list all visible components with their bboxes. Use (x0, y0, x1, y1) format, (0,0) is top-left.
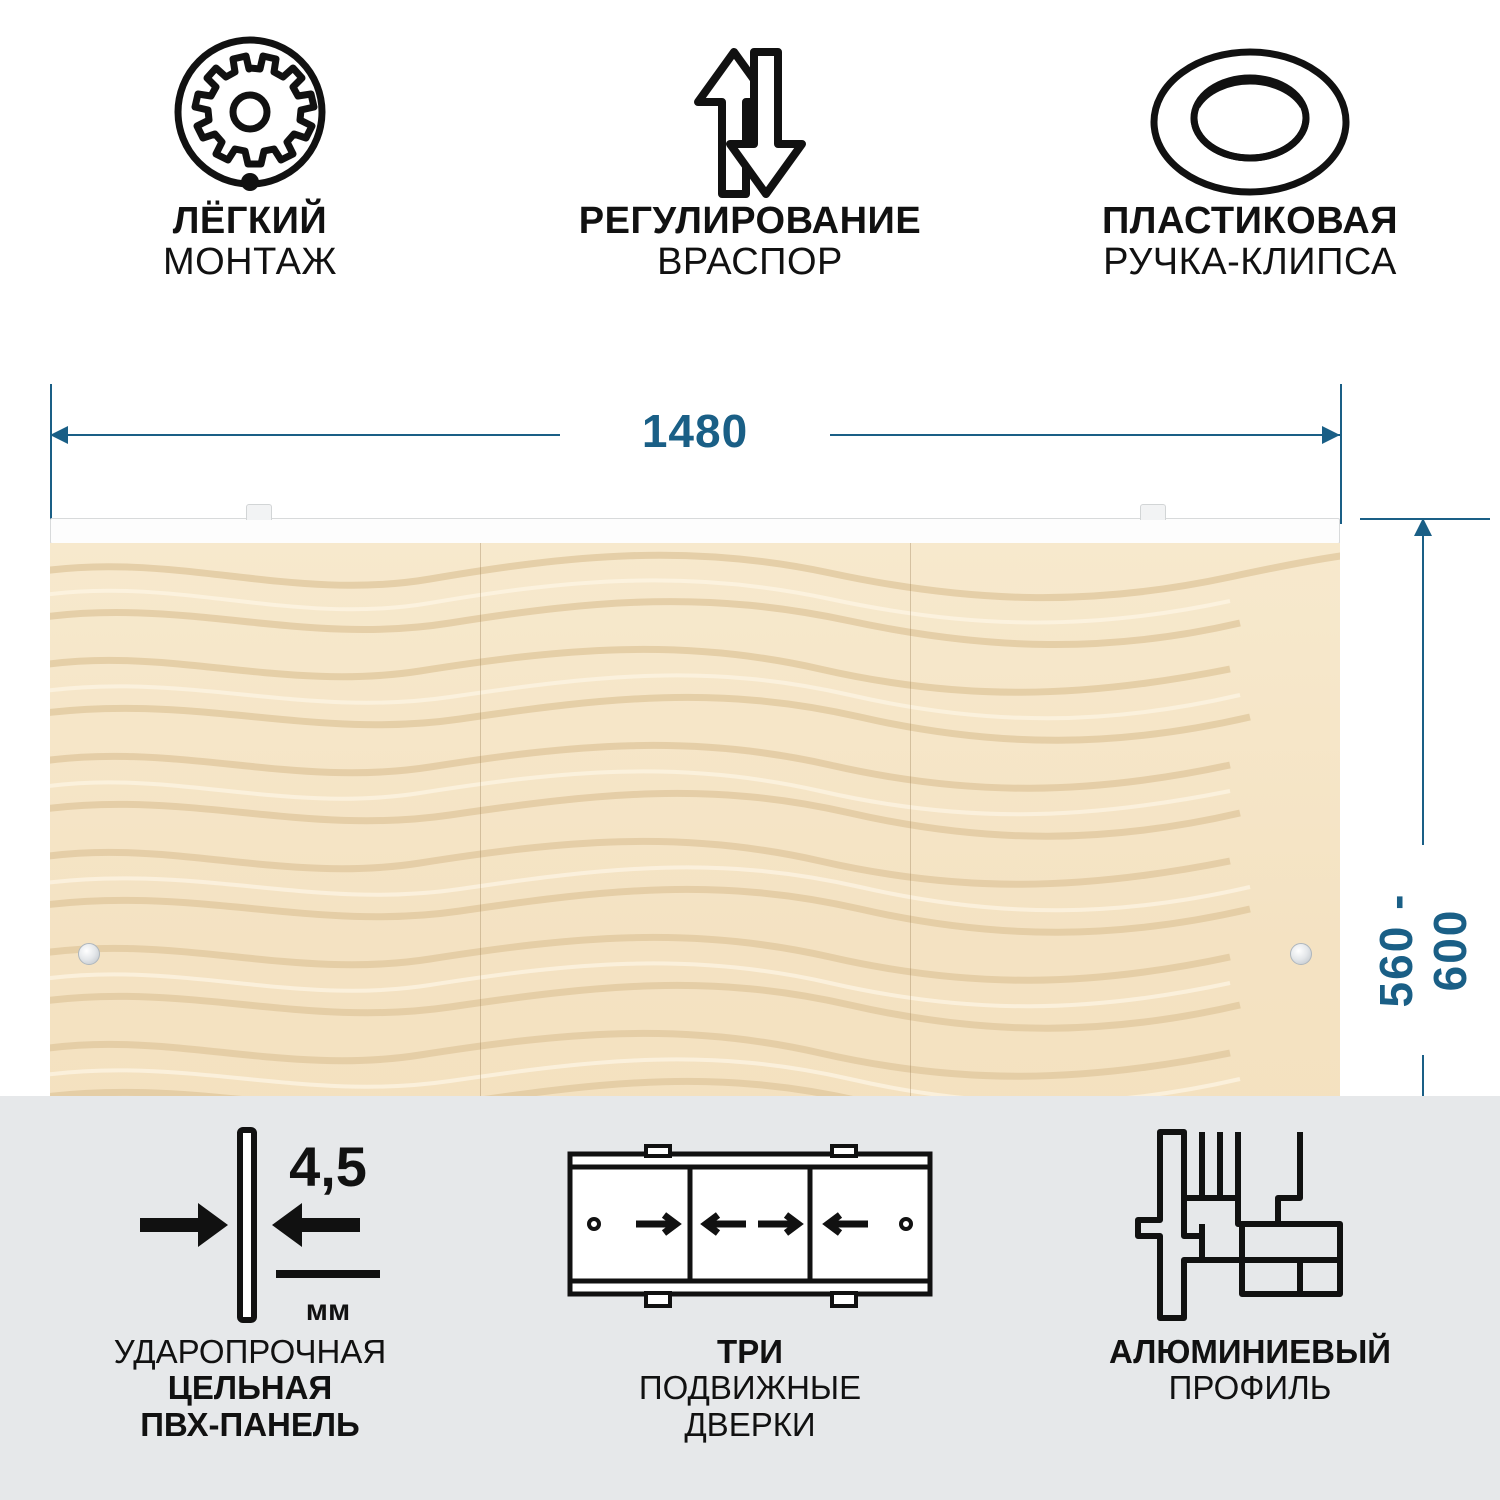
feature-line-2: МОНТАЖ (162, 241, 338, 284)
door-handle[interactable] (78, 943, 100, 965)
feature-line-1: ПЛАСТИКОВАЯ (1101, 200, 1399, 242)
caption-line-1: УДАРОПРОЧНАЯ (113, 1333, 387, 1370)
feature-line-1: ЛЁГКИЙ (172, 200, 328, 242)
feature-caption (1102, 201, 1398, 283)
feature-caption (114, 1334, 386, 1443)
feature-adjustment (500, 0, 1000, 356)
width-value: 1480 (560, 404, 830, 458)
feature-easy-mounting (0, 0, 500, 356)
caption-line-3: ПВХ-ПАНЕЛЬ (140, 1405, 360, 1443)
caption-line-2: ПРОФИЛЬ (1168, 1369, 1332, 1407)
caption-line-1 (639, 1334, 861, 1407)
extension-line-left (50, 384, 52, 524)
height-arrow-top-icon (1414, 518, 1432, 536)
svg-text:мм: мм (305, 1294, 351, 1327)
caption-line-2: ЦЕЛЬНАЯ (167, 1369, 333, 1407)
width-arrow-right-icon (1322, 426, 1340, 444)
caption-rest-word: ПОДВИЖНЫЕ (638, 1369, 862, 1407)
feature-line-2: РУЧКА-КЛИПСА (1103, 241, 1397, 284)
feature-line-2: ВРАСПОР (657, 241, 843, 284)
plastic-handle-ring-icon (1135, 36, 1365, 201)
top-frame-profile (50, 518, 1340, 544)
feature-caption (639, 1334, 861, 1443)
feature-line-1: РЕГУЛИРОВАНИЕ (578, 200, 922, 242)
thickness-arrows-icon (80, 1124, 420, 1334)
aluminium-profile-icon (1120, 1124, 1380, 1334)
feature-panel-thickness (0, 1096, 500, 1500)
door-handle[interactable] (1290, 943, 1312, 965)
up-down-arrows-icon (650, 36, 850, 201)
feature-aluminium-profile (1000, 1096, 1500, 1500)
top-mount-clip (1140, 504, 1166, 520)
feature-three-doors (500, 1096, 1000, 1500)
caption-bold-word: ТРИ (717, 1333, 783, 1370)
caption-line-2: ДВЕРКИ (684, 1405, 816, 1443)
top-mount-clip (246, 504, 272, 520)
feature-plastic-handle (1000, 0, 1500, 356)
gear-circle-icon (150, 36, 350, 201)
feature-row (0, 0, 1500, 356)
caption-line-1: АЛЮМИНИЕВЫЙ (1108, 1333, 1392, 1370)
width-arrow-left-icon (50, 426, 68, 444)
bottom-feature-row (0, 1096, 1500, 1500)
extension-line-right (1340, 384, 1342, 524)
three-sliding-doors-icon (550, 1124, 950, 1334)
feature-caption (163, 201, 337, 283)
feature-caption (1109, 1334, 1391, 1407)
dimension-diagram (0, 356, 1500, 1096)
svg-text:4,5: 4,5 (289, 1135, 367, 1198)
feature-caption (579, 201, 921, 283)
height-value: 560 - 600 (1369, 845, 1477, 1055)
